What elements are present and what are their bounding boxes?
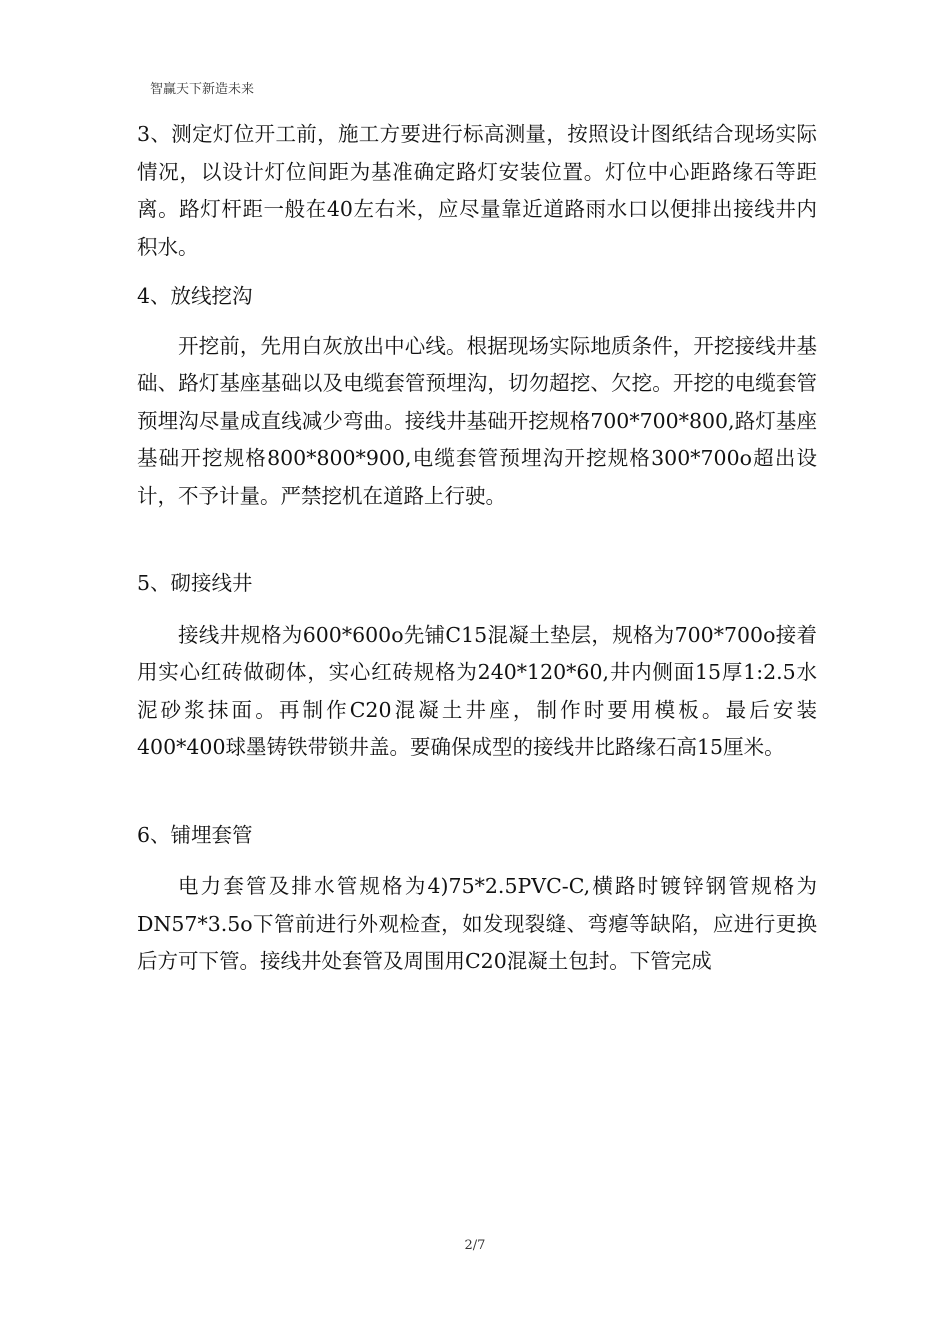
document-body <box>137 116 817 981</box>
section-6-heading: 6、铺埋套管 <box>137 822 253 847</box>
section-4-paragraph: 开挖前，先用白灰放出中心线。根据现场实际地质条件，开挖接线井基础、路灯基座基础以及电缆套管预埋沟，切勿超挖、欠挖。开挖的电缆套管预埋沟尽量成直线减少弯曲。接线井基础开挖规格700*700*800,路灯基座基础开挖规格800*800*900,电缆套管预埋沟开挖规格300*700o超出设计，不予计量。严禁挖机在道路上行驶。 <box>137 333 817 508</box>
section-6-paragraph: 电力套管及排水管规格为4)75*2.5PVC-C,横路时镀锌钢管规格为DN57*3.5o下管前进行外观检查，如发现裂缝、弯瘪等缺陷，应进行更换后方可下管。接线井处套管及周围用C20混凝土包封。下管完成 <box>137 874 817 973</box>
page-header: 智赢天下新造未来 <box>150 82 255 97</box>
section-5-heading: 5、砌接线井 <box>137 571 253 595</box>
section-5-paragraph: 接线井规格为600*600o先铺C15混凝土垫层，规格为700*700o接着用实心红砖做砌体，实心红砖规格为240*120*60,井内侧面15厚1:2.5水泥砂浆抹面。再制作C20混凝土井座，制作时要用模板。最后安装400*400球墨铸铁带锁井盖。要确保成型的接线井比路缘石高15厘米。 <box>137 622 817 759</box>
section-3-paragraph: 3、测定灯位开工前，施工方要进行标高测量，按照设计图纸结合现场实际情况，以设计灯位间距为基准确定路灯安装位置。灯位中心距路缘石等距离。路灯杆距一般在40左右米，应尽量靠近道路雨水口以便排出接线井内积水。 <box>137 122 817 259</box>
page-number: 2/7 <box>464 1238 486 1253</box>
section-4-heading: 4、放线挖沟 <box>137 284 253 308</box>
